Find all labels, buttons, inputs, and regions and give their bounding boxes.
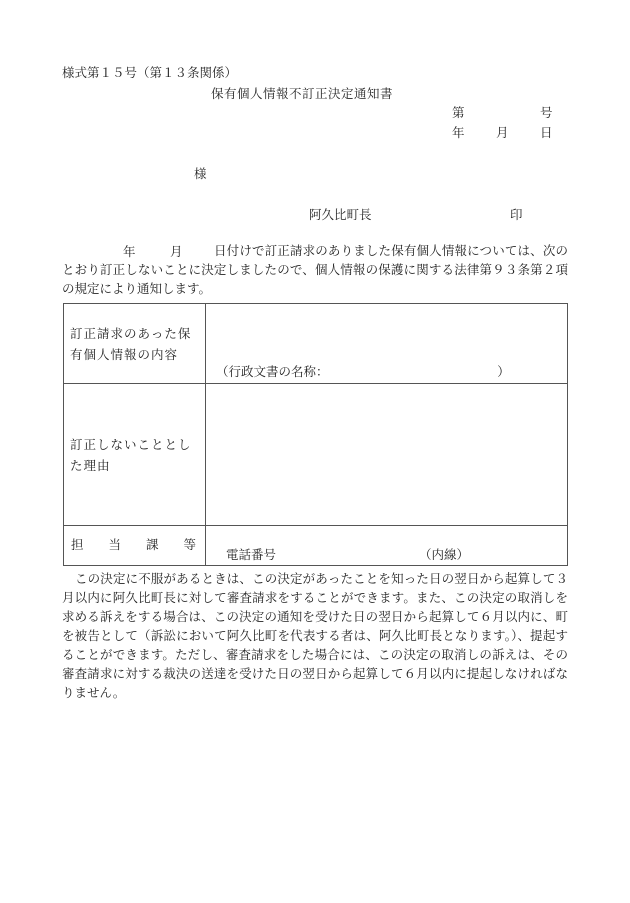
doc-number-prefix: 第 <box>452 105 465 120</box>
date-day: 日 <box>540 125 553 140</box>
content-label-cell <box>64 304 206 384</box>
form-number: 様式第１５号（第１３条関係） <box>62 65 238 80</box>
intro-date-month: 月 <box>170 244 183 259</box>
phone-label: 電話番号 <box>226 547 277 562</box>
doc-number-suffix: 号 <box>540 105 553 120</box>
department-label: 担 当 課 等 <box>71 537 197 552</box>
seal-mark: 印 <box>510 207 523 222</box>
department-value-cell <box>206 526 568 566</box>
department-label-cell <box>64 526 206 566</box>
form-table <box>63 303 568 566</box>
reason-label-cell <box>64 384 206 526</box>
date-month: 月 <box>496 125 509 140</box>
reason-value-cell <box>206 384 568 526</box>
issuer-name: 阿久比町長 <box>309 207 372 222</box>
intro-date-year: 年 <box>123 244 136 259</box>
appeal-notice: この決定に不服があるときは、この決定があったことを知った日の翌日から起算して３月以内に阿久比町長に対して審査請求をすることができます。また、この決定の取消しを求める訴えをする場合は、この決定の通知を受けた日の翌日から起算して６月以内に、町を被告として（訴訟において阿久比町を代表する者は、阿久比町長となります。）、提起することができます。ただし、審査請求をした場合には、この決定の取消しの訴えは、その審査請求に対する裁決の送達を受けた日の翌日から起算して６月以内に提起しなければなりません。 <box>62 571 568 700</box>
extension-label: （内線） <box>419 547 470 562</box>
date-year: 年 <box>452 125 465 140</box>
document-title: 保有個人情報不訂正決定通知書 <box>211 86 394 101</box>
recipient-suffix: 様 <box>194 166 207 181</box>
document-name-note: （行政文書の名称： ） <box>216 364 510 379</box>
reason-label: 訂正しないこととした理由 <box>70 436 192 473</box>
content-label: 訂正請求のあった保有個人情報の内容 <box>70 325 192 362</box>
intro-paragraph: 日付けで訂正請求のありました保有個人情報については、次のとおり訂正しないことに決定しましたので、個人情報の保護に関する法律第９３条第２項の規定により通知します。 <box>62 243 568 296</box>
content-value-cell <box>206 304 568 384</box>
